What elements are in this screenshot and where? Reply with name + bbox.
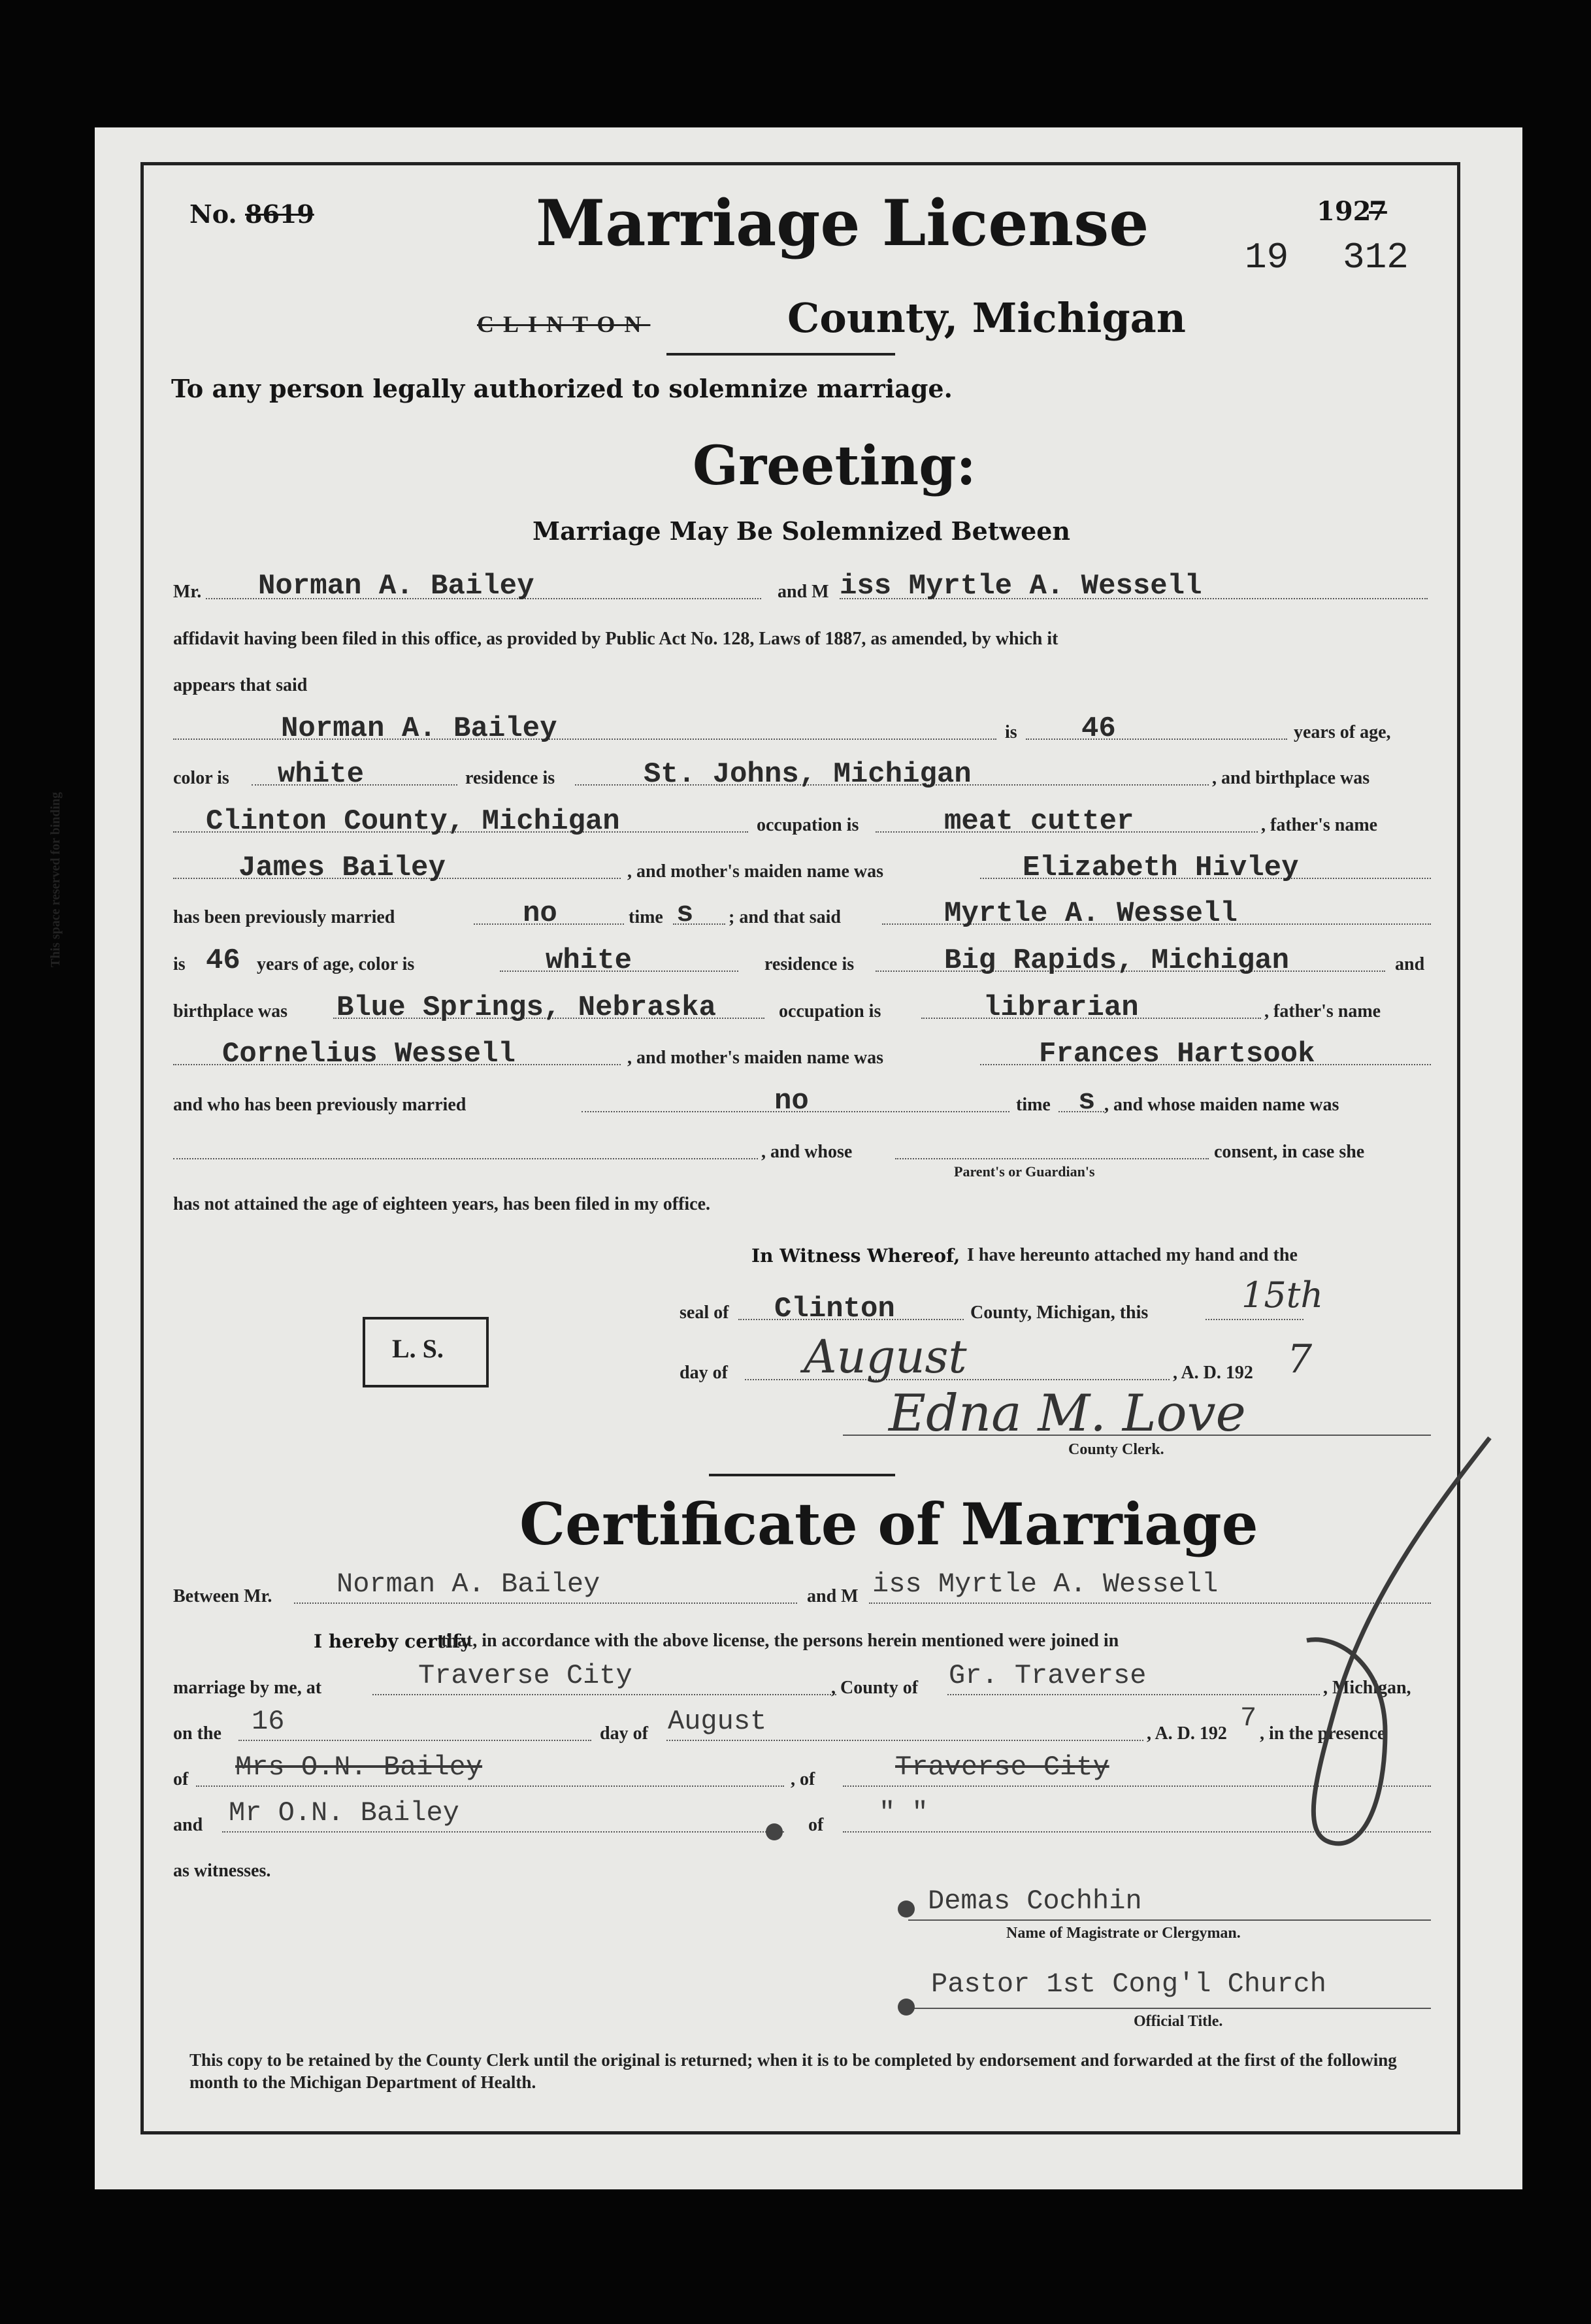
pen-stroke-mark bbox=[1228, 1418, 1503, 1863]
bride-name: iss Myrtle A. Wessell bbox=[840, 570, 1202, 603]
day-of-label: day of bbox=[680, 1363, 728, 1383]
cert-groom-line bbox=[294, 1602, 797, 1604]
cert-and-m-label: and M bbox=[807, 1586, 859, 1606]
michigan-label: , Michigan, bbox=[1323, 1678, 1411, 1698]
and-that-said-label: ; and that said bbox=[729, 907, 841, 927]
groom-age-line bbox=[1026, 739, 1287, 740]
groom-name: Norman A. Bailey bbox=[258, 570, 534, 603]
binding-note: This space reserved for binding bbox=[48, 791, 63, 967]
officiant-label: Name of Magistrate or Clergyman. bbox=[1006, 1925, 1241, 1942]
appears-text: appears that said bbox=[173, 675, 308, 695]
groom-residence: St. Johns, Michigan bbox=[644, 758, 972, 791]
mothers-maiden-label-2: , and mother's maiden name was bbox=[627, 1048, 884, 1068]
witness1-place: Traverse City bbox=[895, 1751, 1109, 1783]
license-no-label: No. bbox=[189, 199, 237, 229]
cert-year-digit: 7 bbox=[1240, 1702, 1257, 1734]
certify-rest: that, in accordance with the above license, the persons herein mentioned were joined in bbox=[441, 1631, 1119, 1651]
cert-groom: Norman A. Bailey bbox=[336, 1569, 600, 1600]
years-of-age-label: years of age, bbox=[1294, 722, 1391, 742]
occupation-label-2: occupation is bbox=[779, 1001, 881, 1021]
ad-192-label: , A. D. 192 bbox=[1173, 1363, 1253, 1383]
bride-name-repeat: Myrtle A. Wessell bbox=[944, 897, 1238, 930]
maiden-name-line bbox=[173, 1158, 758, 1159]
birthplace-label-2: birthplace was bbox=[173, 1001, 287, 1021]
official-title-line bbox=[908, 2008, 1431, 2009]
official-title-label: Official Title. bbox=[1134, 2013, 1223, 2030]
bride-times: s bbox=[1078, 1085, 1096, 1118]
bride-occupation: librarian bbox=[983, 991, 1139, 1024]
groom-mother: Elizabeth Hivley bbox=[1023, 852, 1299, 884]
between-mr-label: Between Mr. bbox=[173, 1586, 272, 1606]
license-number: 8619 bbox=[245, 199, 314, 229]
fathers-name-label: , father's name bbox=[1261, 815, 1378, 835]
groom-name-repeat: Norman A. Bailey bbox=[281, 712, 557, 745]
fathers-name-label-2: , father's name bbox=[1264, 1001, 1381, 1021]
ls-label: L. S. bbox=[392, 1334, 444, 1363]
issue-year-digit: 7 bbox=[1287, 1336, 1313, 1382]
whose-maiden-label: , and whose maiden name was bbox=[1104, 1095, 1339, 1115]
cert-place-line bbox=[372, 1694, 836, 1695]
time-label: time bbox=[629, 907, 663, 927]
address-line: To any person legally authorized to solemnize marriage. bbox=[171, 374, 953, 403]
cert-place: Traverse City bbox=[418, 1660, 632, 1691]
bride-birthplace: Blue Springs, Nebraska bbox=[336, 991, 716, 1024]
witness2-name: Mr O.N. Bailey bbox=[229, 1797, 459, 1829]
punch-hole bbox=[766, 1823, 783, 1840]
cert-ad-label: , A. D. 192 bbox=[1147, 1723, 1227, 1744]
witness2-place: " " bbox=[879, 1797, 928, 1829]
clerk-signature: Edna M. Love bbox=[889, 1384, 1246, 1443]
residence-label: residence is bbox=[465, 768, 555, 788]
is-label: is bbox=[1005, 722, 1017, 742]
greeting: Greeting: bbox=[693, 435, 976, 497]
witness-whereof: In Witness Whereof, bbox=[751, 1245, 960, 1267]
cert-and-label: and bbox=[173, 1815, 203, 1835]
year-printed: 192 bbox=[1317, 196, 1371, 227]
cert-of2-label: , of bbox=[791, 1769, 815, 1789]
mothers-maiden-label: , and mother's maiden name was bbox=[627, 861, 884, 882]
section-rule bbox=[709, 1474, 895, 1476]
groom-times: s bbox=[676, 897, 694, 930]
witness1-name: Mrs O.N. Bailey bbox=[235, 1751, 483, 1783]
witness-rest: I have hereunto attached my hand and the bbox=[967, 1245, 1298, 1265]
not-attained-text: has not attained the age of eighteen years, has been filed in my office. bbox=[173, 1194, 711, 1214]
county-clerk-label: County Clerk. bbox=[1068, 1441, 1164, 1458]
header-rule bbox=[666, 353, 895, 356]
cert-of-label: of bbox=[173, 1769, 189, 1789]
mr-label: Mr. bbox=[173, 582, 202, 602]
affidavit-text: affidavit having been filed in this office, as provided by Public Act No. 128, Laws of 1887, as amended, by which it bbox=[173, 629, 1058, 649]
color-label: color is bbox=[173, 768, 229, 788]
bride-is-label: is bbox=[173, 954, 186, 974]
cert-month-line bbox=[666, 1740, 1143, 1741]
cert-of3-label: of bbox=[808, 1815, 824, 1835]
official-title: Pastor 1st Cong'l Church bbox=[931, 1968, 1326, 2000]
presence-label: , in the presence bbox=[1260, 1723, 1386, 1744]
consent-line bbox=[895, 1158, 1209, 1159]
and-whose-label: , and whose bbox=[761, 1142, 853, 1162]
groom-father: James Bailey bbox=[238, 852, 446, 884]
certify-bold: I hereby certify bbox=[314, 1631, 471, 1652]
cert-day-of-label: day of bbox=[600, 1723, 648, 1744]
officiant-line bbox=[908, 1919, 1431, 1921]
groom-age: 46 bbox=[1081, 712, 1116, 745]
residence-label-2: residence is bbox=[764, 954, 855, 974]
birthplace-label: , and birthplace was bbox=[1212, 768, 1370, 788]
issue-day: 15th bbox=[1241, 1274, 1324, 1316]
county-name: CLINTON bbox=[477, 311, 651, 337]
groom-prev-married: no bbox=[523, 897, 557, 930]
consent-label: consent, in case she bbox=[1214, 1142, 1365, 1162]
bride-father: Cornelius Wessell bbox=[222, 1038, 516, 1071]
cert-county: Gr. Traverse bbox=[949, 1660, 1147, 1691]
and-label: and bbox=[1395, 954, 1425, 974]
county-of-label: , County of bbox=[831, 1678, 919, 1698]
county-mi-this-label: County, Michigan, this bbox=[970, 1303, 1149, 1323]
solemnized-between: Marriage May Be Solemnized Between bbox=[533, 516, 1071, 546]
punch-hole bbox=[898, 1999, 915, 2016]
on-the-label: on the bbox=[173, 1723, 221, 1744]
cert-month: August bbox=[668, 1706, 767, 1737]
record-prefix: 19 bbox=[1245, 237, 1289, 278]
county-label: County, Michigan bbox=[787, 294, 1186, 342]
witness2-line bbox=[222, 1831, 784, 1833]
bride-color: white bbox=[546, 944, 632, 977]
time-label-2: time bbox=[1016, 1095, 1051, 1115]
years-color-label: years of age, color is bbox=[257, 954, 415, 974]
occupation-label: occupation is bbox=[757, 815, 859, 835]
bride-prev-married: no bbox=[774, 1085, 809, 1118]
groom-birthplace: Clinton County, Michigan bbox=[206, 805, 620, 838]
seal-county: Clinton bbox=[774, 1293, 895, 1325]
cert-day: 16 bbox=[252, 1706, 285, 1737]
cert-bride: iss Myrtle A. Wessell bbox=[872, 1569, 1219, 1600]
witness1-line bbox=[196, 1785, 784, 1787]
groom-color: white bbox=[278, 758, 365, 791]
bride-residence: Big Rapids, Michigan bbox=[944, 944, 1290, 977]
seal-of-label: seal of bbox=[680, 1303, 729, 1323]
cert-day-line bbox=[238, 1740, 591, 1741]
who-prev-label: and who has been previously married bbox=[173, 1095, 467, 1115]
bride-mother: Frances Hartsook bbox=[1039, 1038, 1315, 1071]
footer-note: This copy to be retained by the County Clerk until the original is returned; when it is to be completed by endorsement and forwarded at the first of the following month to the Michigan Department of Health. bbox=[189, 2050, 1397, 2092]
year-digit: 7 bbox=[1369, 196, 1387, 227]
married-at-label: marriage by me, at bbox=[173, 1678, 322, 1698]
issue-day-line bbox=[1206, 1319, 1304, 1320]
issue-month: August bbox=[804, 1330, 967, 1384]
certificate-title: Certificate of Marriage bbox=[519, 1490, 1258, 1558]
record-number: 312 bbox=[1343, 237, 1409, 278]
prev-married-label: has been previously married bbox=[173, 907, 395, 927]
groom-occupation: meat cutter bbox=[944, 805, 1134, 838]
bride-age: 46 bbox=[206, 944, 240, 977]
parents-guardians-label: Parent's or Guardian's bbox=[954, 1163, 1095, 1180]
license-title: Marriage License bbox=[536, 186, 1149, 260]
officiant-name: Demas Cochhin bbox=[928, 1885, 1142, 1917]
as-witnesses-label: as witnesses. bbox=[173, 1861, 271, 1881]
and-m-label: and M bbox=[778, 582, 829, 602]
punch-hole bbox=[898, 1901, 915, 1917]
